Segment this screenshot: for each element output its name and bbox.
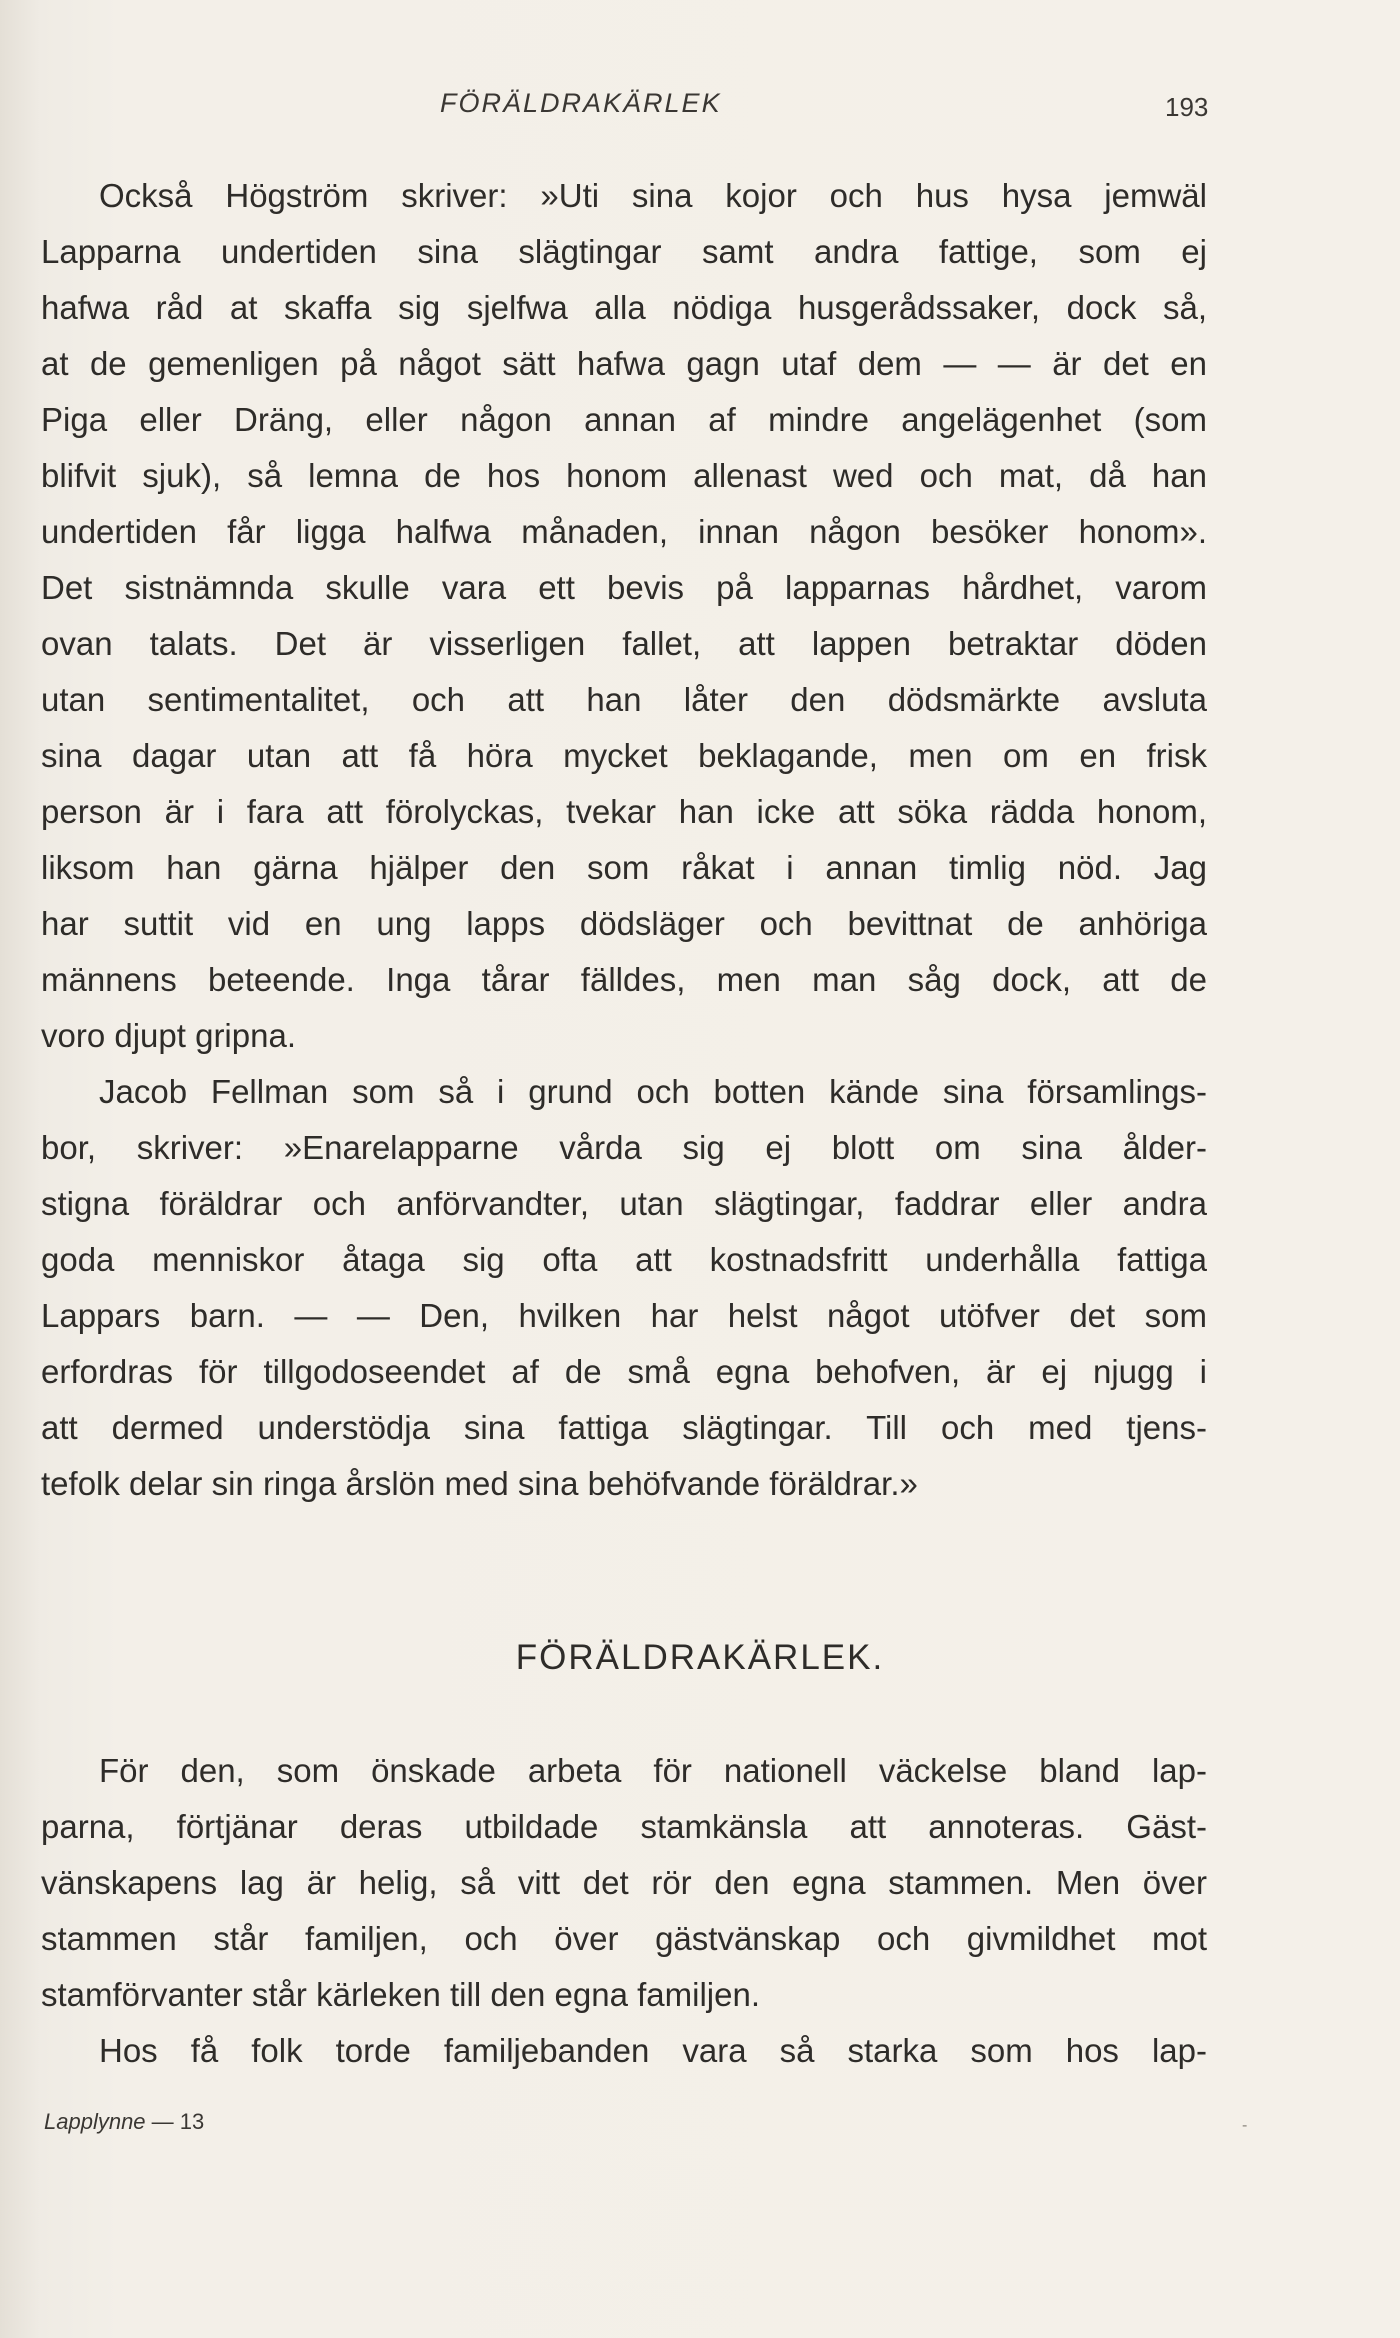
text-line: erfordras för tillgodoseendet af de små egna behofven, är ej njugg i (41, 1353, 1207, 1390)
text-line: stigna föräldrar och anförvandter, utan slägtingar, faddrar eller andra (41, 1185, 1207, 1222)
text-line: Hos få folk torde familjebanden vara så starka som hos lap- (99, 2032, 1207, 2069)
signature-name: Lapplynne (44, 2109, 146, 2134)
text-line: liksom han gärna hjälper den som råkat i annan timlig nöd. Jag (41, 849, 1207, 886)
text-line: tefolk delar sin ringa årslön med sina behöfvande föräldrar.» (41, 1465, 918, 1502)
body-text-top (41, 168, 1207, 1512)
body-text-section (41, 1743, 1207, 2079)
text-line: stammen står familjen, och över gästvänskap och givmildhet mot (41, 1920, 1207, 1957)
text-line: utan sentimentalitet, och att han låter den dödsmärkte avsluta (41, 681, 1207, 718)
text-line: Också Högström skriver: »Uti sina kojor och hus hysa jemwäl (99, 177, 1207, 214)
text-line: sina dagar utan att få höra mycket beklagande, men om en frisk (41, 737, 1207, 774)
text-line: blifvit sjuk), så lemna de hos honom allenast wed och mat, då han (41, 457, 1207, 494)
text-line: at de gemenligen på något sätt hafwa gagn utaf dem — — är det en (41, 345, 1207, 382)
text-line: voro djupt gripna. (41, 1017, 296, 1054)
text-line: Lapparna undertiden sina slägtingar samt andra fattige, som ej (41, 233, 1207, 270)
text-line: undertiden får ligga halfwa månaden, innan någon besöker honom». (41, 513, 1207, 550)
text-line: Jacob Fellman som så i grund och botten kände sina församlings- (99, 1073, 1207, 1110)
section-heading: FÖRÄLDRAKÄRLEK. (515, 1638, 885, 1677)
text-line: person är i fara att förolyckas, tvekar han icke att söka rädda honom, (41, 793, 1207, 830)
signature-number: 13 (179, 2109, 205, 2134)
text-line: För den, som önskade arbeta för nationell väckelse bland lap- (99, 1752, 1207, 1789)
text-line: Piga eller Dräng, eller någon annan af mindre angelägenhet (som (41, 401, 1207, 438)
text-line: parna, förtjänar deras utbildade stamkänsla att annoteras. Gäst- (41, 1808, 1207, 1845)
text-line: stamförvanter står kärleken till den egna familjen. (41, 1976, 761, 2013)
text-line: har suttit vid en ung lapps dödsläger och bevittnat de anhöriga (41, 905, 1207, 942)
printer-signature (44, 2109, 204, 2135)
text-line: goda menniskor åtaga sig ofta att kostnadsfritt underhålla fattiga (41, 1241, 1207, 1278)
signature-dash: — (151, 2109, 174, 2134)
page-number: 193 (1165, 92, 1209, 122)
text-line: ovan talats. Det är visserligen fallet, att lappen betraktar döden (41, 625, 1207, 662)
text-line: männens beteende. Inga tårar fälldes, men man såg dock, att de (41, 961, 1207, 998)
text-line: Det sistnämnda skulle vara ett bevis på lapparnas hårdhet, varom (41, 569, 1207, 606)
text-line: Lappars barn. — — Den, hvilken har helst något utöfver det som (41, 1297, 1207, 1334)
text-line: vänskapens lag är helig, så vitt det rör den egna stammen. Men över (41, 1864, 1207, 1901)
text-line: hafwa råd at skaffa sig sjelfwa alla nödiga husgerådssaker, dock så, (41, 289, 1207, 326)
edge-mark: - (1242, 2117, 1248, 2134)
running-head: FÖRÄLDRAKÄRLEK (440, 88, 722, 118)
text-line: att dermed understödja sina fattiga slägtingar. Till och med tjens- (41, 1409, 1207, 1446)
text-line: bor, skriver: »Enarelapparne vårda sig ej blott om sina ålder- (41, 1129, 1207, 1166)
